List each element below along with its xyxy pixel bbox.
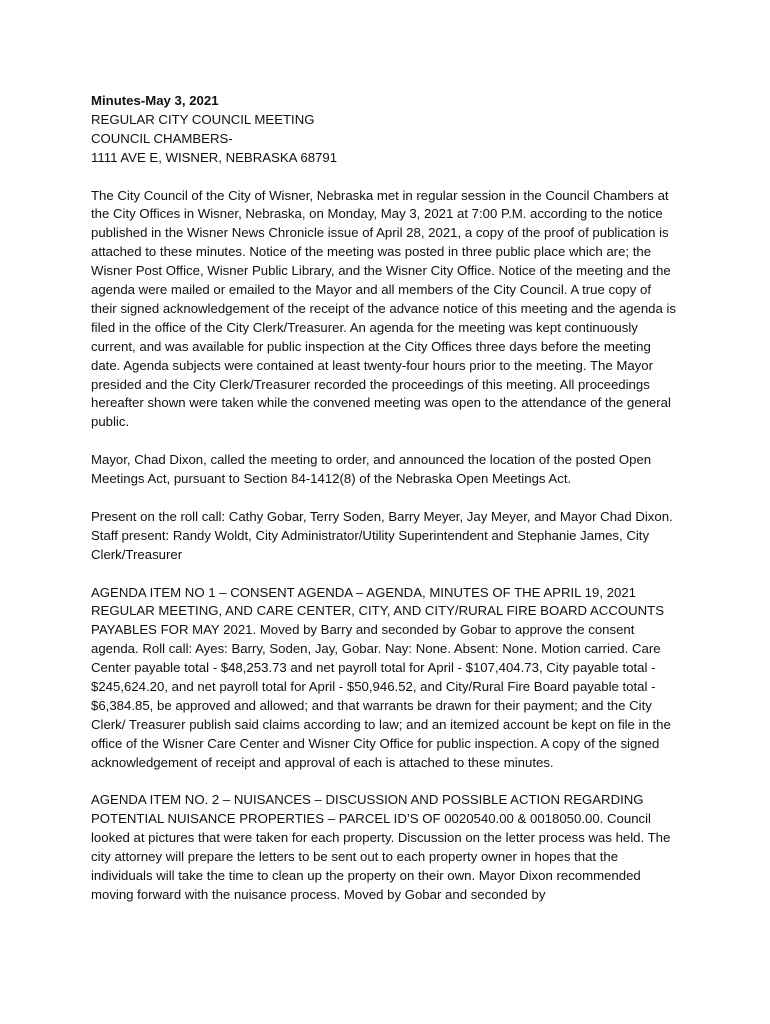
paragraph-agenda-item-2: AGENDA ITEM NO. 2 – NUISANCES – DISCUSSION AND POSSIBLE ACTION REGARDING POTENTIAL NUISANCE PROPERTIES – PARCEL ID’S OF 0020540.00 & 0018050.00. Council looked at pictures that were taken for each property. Discussion on the letter process was held. The city attorney will prepare the letters to be sent out to each property owner in hopes that the individuals will take the time to clean up the property on their own. Mayor Dixon recommended moving forward with the nuisance process. Moved by Gobar and seconded by: [91, 792, 671, 902]
paragraph-agenda-item-1: AGENDA ITEM NO 1 – CONSENT AGENDA – AGENDA, MINUTES OF THE APRIL 19, 2021 REGULAR MEETING, AND CARE CENTER, CITY, AND CITY/RURAL FIRE BOARD ACCOUNTS PAYABLES FOR MAY 2021. Moved by Barry and seconded by Gobar to approve the consent agenda. Roll call: Ayes: Barry, Soden, Jay, Gobar. Nay: None. Absent: None. Motion carried. Care Center payable total - $48,253.73 and net payroll total for April - $107,404.73, City payable total - $245,624.20, and net payroll total for April - $50,946.52, and City/Rural Fire Board payable total - $6,384.85, be approved and allowed; and that warrants be drawn for their payment; and the City Clerk/ Treasurer publish said claims according to law; and an itemized account be kept on file in the office of the Wisner Care Center and Wisner City Office for public inspection. A copy of the signed acknowledgement of receipt and approval of each is attached to these minutes.: [91, 584, 671, 770]
paragraph-call-to-order: Mayor, Chad Dixon, called the meeting to order, and announced the location of the posted Open Meetings Act, pursuant to Section 84-1412(8) of the Nebraska Open Meetings Act.: [91, 452, 652, 487]
minutes-body: [91, 92, 679, 905]
paragraph-session-notice: The City Council of the City of Wisner, Nebraska met in regular session in the Council Chambers at the City Offices in Wisner, Nebraska, on Monday, May 3, 2021 at 7:00 P.M. according to the notice published in the Wisner News Chronicle issue of April 28, 2021, a copy of the proof of publication is attached to these minutes. Notice of the meeting was posted in three public place which are; the Wisner Post Office, Wisner Public Library, and the Wisner City Office. Notice of the meeting and the agenda were mailed or emailed to the Mayor and all members of the City Council. A true copy of their signed acknowledgement of the receipt of the advance notice of this meeting and the agenda is filed in the office of the City Clerk/Treasurer. An agenda for the meeting was kept continuously current, and was available for public inspection at the City Offices three days before the meeting date. Agenda subjects were contained at least twenty-four hours prior to the meeting. The Mayor presided and the City Clerk/Treasurer recorded the proceedings of this meeting. All proceedings hereafter shown were taken while the convened meeting was open to the attendance of the general public.: [91, 187, 677, 430]
meeting-address: 1111 AVE E, WISNER, NEBRASKA 68791: [91, 149, 338, 165]
paragraph-roll-call: Present on the roll call: Cathy Gobar, Terry Soden, Barry Meyer, Jay Meyer, and Mayor Chad Dixon. Staff present: Randy Woldt, City Administrator/Utility Superintendent and Stephanie James, City Clerk/Treasurer: [91, 508, 673, 562]
minutes-date-title: Minutes-May 3, 2021: [91, 93, 219, 108]
meeting-type: REGULAR CITY COUNCIL MEETING: [91, 111, 315, 127]
meeting-location: COUNCIL CHAMBERS-: [91, 130, 233, 146]
minutes-header: [91, 92, 679, 168]
